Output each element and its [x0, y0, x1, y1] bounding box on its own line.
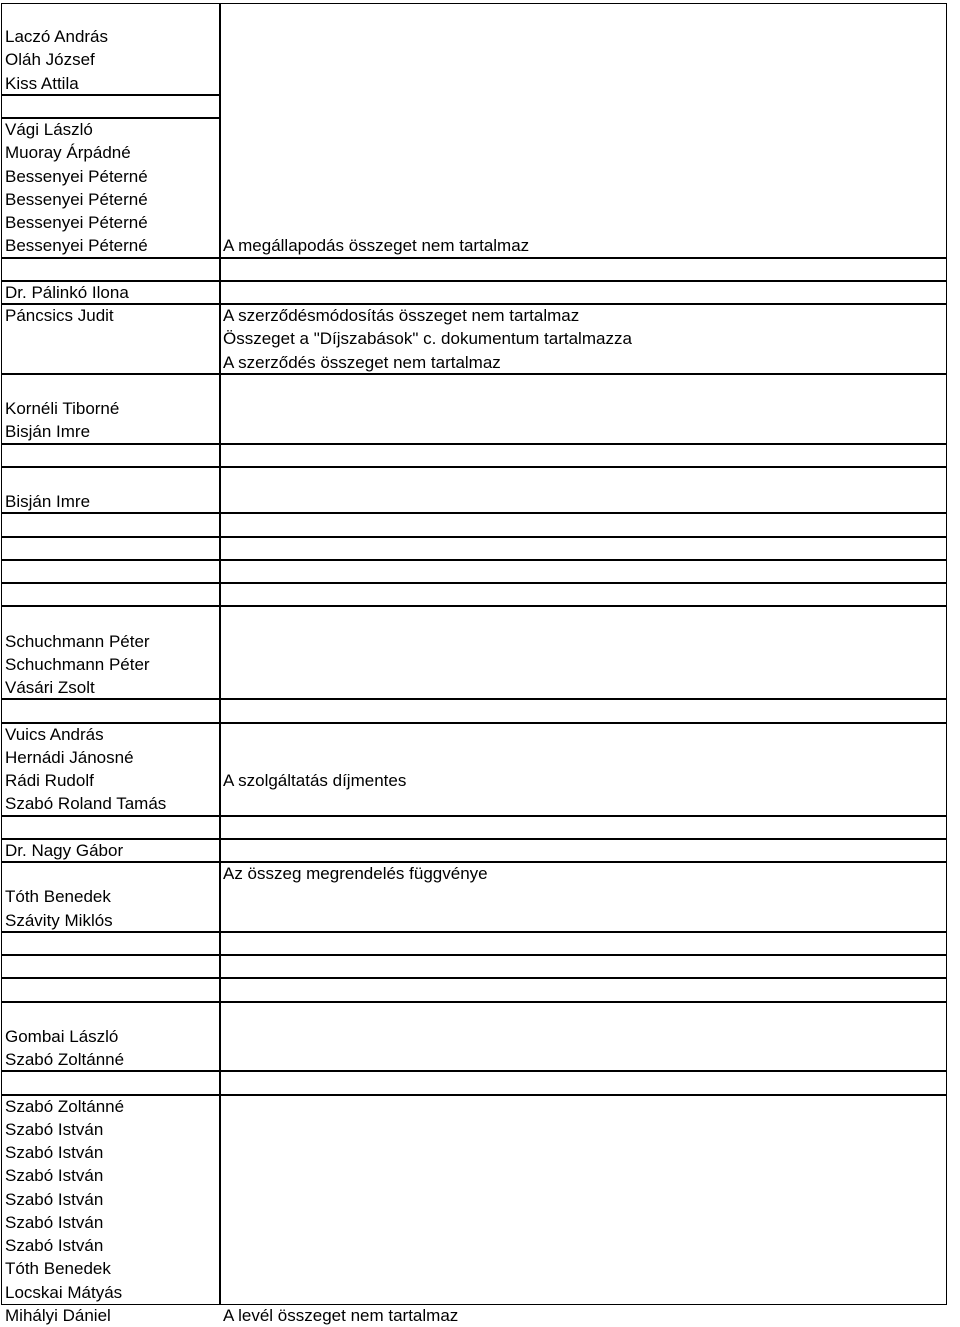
name-text: Hernádi Jánosné — [5, 748, 134, 767]
name-text: Szabó István — [5, 1236, 104, 1255]
name-text: Bessenyei Péterné — [5, 213, 148, 232]
note-text: A szerződés összeget nem tartalmaz — [223, 353, 501, 372]
name-text: Szabó István — [5, 1120, 104, 1139]
name-text: Vuics András — [5, 725, 104, 744]
name-cell-block — [1, 583, 220, 606]
note-cell-block — [220, 932, 947, 955]
name-text: Mihályi Dániel — [5, 1306, 111, 1325]
name-text: Laczó András — [5, 27, 109, 46]
name-text: Szabó Zoltánné — [5, 1097, 125, 1116]
note-cell-block — [220, 955, 947, 978]
note-cell-block — [220, 467, 947, 513]
name-text: Schuchmann Péter — [5, 655, 150, 674]
name-text: Szabó István — [5, 1213, 104, 1232]
name-cell-block — [1, 95, 220, 118]
name-text: Dr. Nagy Gábor — [5, 841, 124, 860]
name-text: Szabó István — [5, 1166, 104, 1185]
note-text: Összeget a "Díjszabások" c. dokumentum tartalmazza — [223, 329, 632, 348]
name-text: Oláh József — [5, 50, 95, 69]
note-text: Az összeg megrendelés függvénye — [223, 864, 488, 883]
note-cell-block — [220, 583, 947, 606]
name-cell-block — [1, 513, 220, 537]
note-cell-block — [220, 444, 947, 467]
name-text: Muoray Árpádné — [5, 143, 131, 162]
name-text: Vági László — [5, 120, 93, 139]
note-cell-block — [220, 606, 947, 699]
note-text: A megállapodás összeget nem tartalmaz — [223, 236, 530, 255]
note-text: A szolgáltatás díjmentes — [223, 771, 407, 790]
note-cell-block — [220, 258, 947, 281]
name-text: Bessenyei Péterné — [5, 190, 148, 209]
note-text: A szerződésmódosítás összeget nem tartalmaz — [223, 306, 580, 325]
name-cell-block — [1, 932, 220, 955]
name-cell-block — [1, 258, 220, 281]
note-text: A levél összeget nem tartalmaz — [223, 1306, 459, 1325]
name-text: Schuchmann Péter — [5, 632, 150, 651]
name-text: Szabó Zoltánné — [5, 1050, 125, 1069]
note-cell-block — [220, 1071, 947, 1095]
note-cell-block — [220, 281, 947, 304]
name-text: Bessenyei Péterné — [5, 167, 148, 186]
name-cell-block — [1, 699, 220, 723]
note-cell-block — [220, 699, 947, 723]
note-cell-block — [220, 839, 947, 862]
name-text: Szávity Miklós — [5, 911, 113, 930]
name-cell-block — [1, 537, 220, 560]
name-text: Locskai Mátyás — [5, 1283, 123, 1302]
note-cell-block — [220, 1095, 947, 1305]
name-text: Bessenyei Péterné — [5, 236, 148, 255]
note-cell-block — [220, 978, 947, 1002]
note-cell-block — [220, 3, 947, 258]
name-text: Tóth Benedek — [5, 1259, 111, 1278]
note-cell-block — [220, 560, 947, 583]
name-text: Kiss Attila — [5, 74, 79, 93]
name-cell-block — [1, 1071, 220, 1095]
name-text: Rádi Rudolf — [5, 771, 94, 790]
note-cell-block — [220, 374, 947, 444]
name-text: Szabó Roland Tamás — [5, 794, 167, 813]
name-cell-block — [1, 444, 220, 467]
name-text: Gombai László — [5, 1027, 119, 1046]
name-text: Szabó István — [5, 1143, 104, 1162]
name-text: Bisján Imre — [5, 492, 91, 511]
name-text: Tóth Benedek — [5, 887, 111, 906]
name-text: Páncsics Judit — [5, 306, 114, 325]
name-text: Vásári Zsolt — [5, 678, 95, 697]
name-cell-block — [1, 560, 220, 583]
note-cell-block — [220, 537, 947, 560]
note-cell-block — [220, 816, 947, 839]
name-text: Bisján Imre — [5, 422, 91, 441]
name-cell-block — [1, 816, 220, 839]
name-cell-block — [1, 955, 220, 978]
name-text: Kornéli Tiborné — [5, 399, 120, 418]
name-text: Dr. Pálinkó Ilona — [5, 283, 129, 302]
note-cell-block — [220, 1002, 947, 1071]
note-cell-block — [220, 513, 947, 537]
name-cell-block — [1, 978, 220, 1002]
name-text: Szabó István — [5, 1190, 104, 1209]
